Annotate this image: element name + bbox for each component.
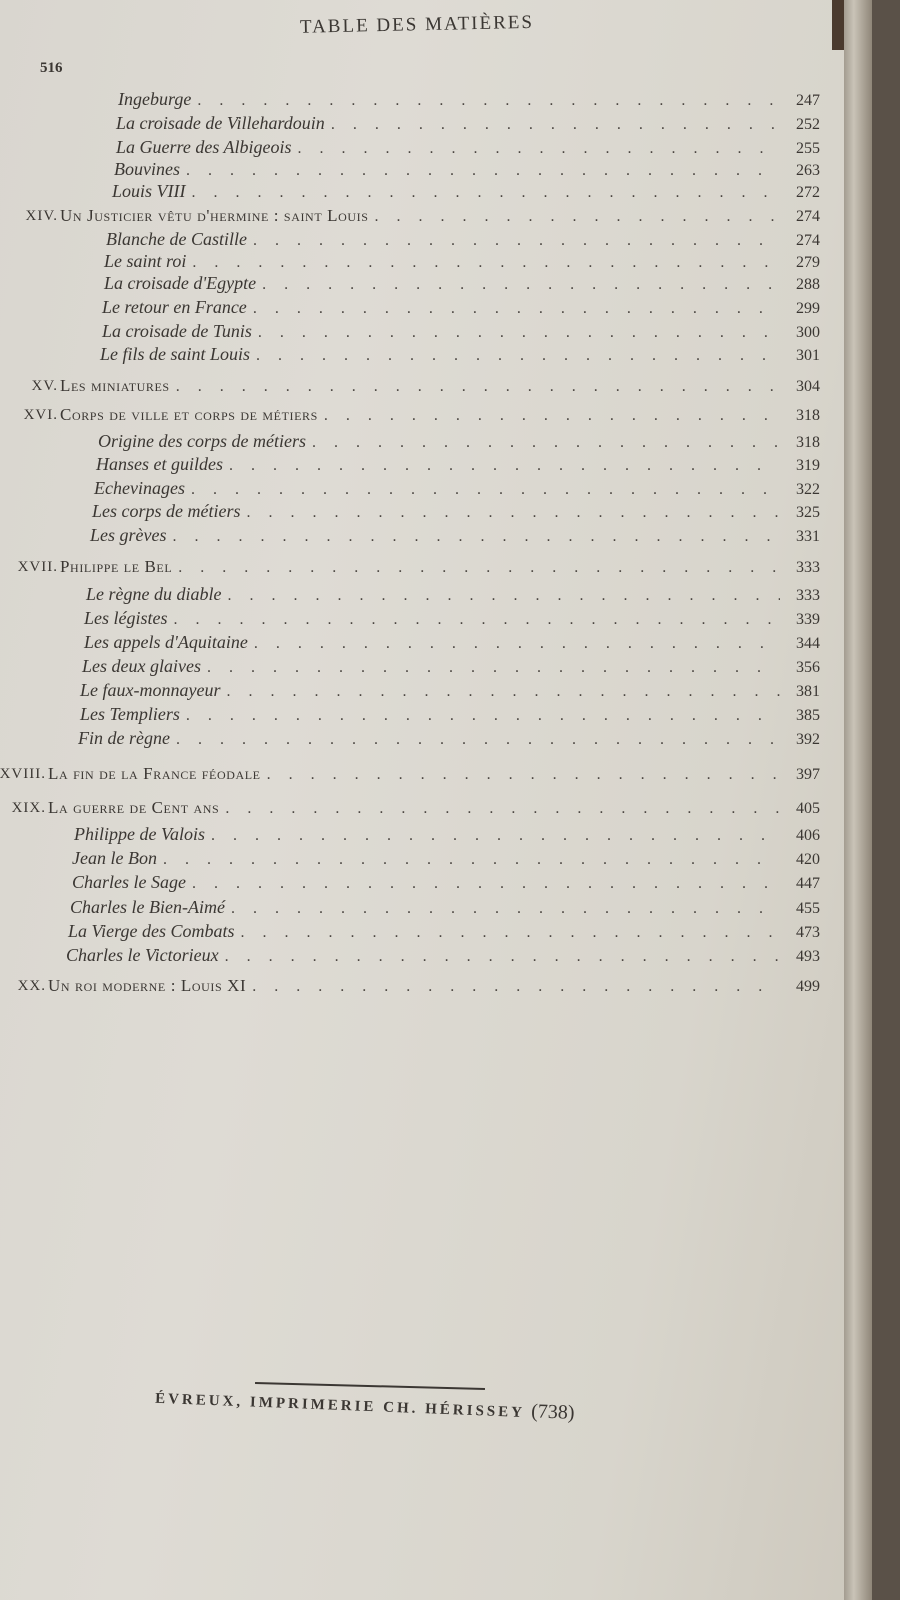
toc-entry — [96, 453, 820, 475]
section-title: Le faux-monnayeur — [80, 680, 221, 700]
section-title: Le saint roi — [104, 251, 187, 271]
dot-leader — [331, 114, 780, 136]
toc-page-number: 263 — [796, 162, 820, 179]
chapter-title: La fin de la France féodale — [48, 764, 261, 783]
chapter-number: XX. — [17, 978, 46, 994]
section-title: Jean le Bon — [72, 848, 157, 868]
toc-page-number: 331 — [796, 528, 820, 545]
toc-page-number: 499 — [796, 978, 820, 995]
toc-page-number: 420 — [796, 851, 820, 868]
toc-entry — [17, 975, 820, 997]
toc-page-number: 455 — [796, 900, 820, 917]
dot-leader — [174, 609, 781, 631]
toc-entry — [104, 272, 820, 294]
toc-entry — [106, 228, 820, 250]
section-title: Echevinages — [94, 478, 185, 498]
colophon-code: (738) — [530, 1400, 575, 1424]
chapter-title: Les miniatures — [60, 376, 170, 395]
section-title: La croisade de Tunis — [102, 321, 252, 341]
toc-entry — [102, 296, 820, 318]
dot-leader — [262, 274, 780, 296]
dot-leader — [225, 798, 780, 820]
toc-entry — [74, 823, 820, 845]
chapter-number: XIX. — [11, 800, 46, 816]
toc-entry — [90, 524, 820, 546]
toc-page-number: 279 — [796, 254, 820, 271]
toc-entry — [72, 871, 820, 893]
chapter-number: XVIII. — [0, 766, 46, 782]
toc-entry — [98, 430, 820, 452]
dot-leader — [253, 298, 780, 320]
chapter-number: XVII. — [17, 559, 58, 575]
section-title: Les Templiers — [80, 704, 180, 724]
section-title: La Guerre des Albigeois — [116, 137, 292, 157]
toc-page-number: 333 — [796, 559, 820, 576]
toc-entry — [118, 88, 820, 110]
toc-entry — [72, 847, 820, 869]
toc-page-number: 300 — [796, 324, 820, 341]
dot-leader — [178, 557, 780, 579]
toc-page-number: 405 — [796, 800, 820, 817]
toc-entry — [23, 404, 820, 426]
dot-leader — [246, 502, 780, 524]
toc-page-number: 325 — [796, 504, 820, 521]
dot-leader — [241, 922, 781, 944]
toc-entry — [80, 679, 820, 701]
toc-page-number: 288 — [796, 276, 820, 293]
dot-leader — [176, 376, 780, 398]
colophon-text: ÉVREUX, IMPRIMERIE CH. HÉRISSEY — [154, 1390, 525, 1421]
section-title: Les corps de métiers — [92, 501, 241, 521]
toc-entry — [11, 797, 820, 819]
section-title: Le fils de saint Louis — [100, 344, 251, 364]
toc-page-number: 344 — [796, 635, 820, 652]
toc-page-number: 392 — [796, 731, 820, 748]
dot-leader — [231, 898, 780, 920]
dot-leader — [172, 526, 780, 548]
dot-leader — [254, 633, 780, 655]
toc-page-number: 356 — [796, 659, 820, 676]
toc-page-number: 447 — [796, 875, 820, 892]
toc-page-number: 304 — [796, 378, 820, 395]
dot-leader — [163, 849, 780, 871]
dot-leader — [312, 432, 780, 454]
toc-page-number: 319 — [796, 457, 820, 474]
toc-page-number: 252 — [796, 116, 820, 133]
section-title: Blanche de Castille — [106, 229, 247, 249]
dot-leader — [226, 681, 780, 703]
toc-entry — [78, 727, 820, 749]
section-title: La croisade d'Egypte — [104, 273, 257, 293]
section-title: Charles le Victorieux — [66, 945, 219, 965]
section-title: Le règne du diable — [86, 584, 222, 604]
toc-entry — [94, 477, 820, 499]
dot-leader — [225, 946, 780, 968]
section-title: Charles le Sage — [72, 872, 186, 892]
running-title: TABLE DES MATIÈRES — [299, 11, 535, 38]
dot-leader — [186, 160, 780, 182]
dot-leader — [191, 479, 780, 501]
dot-leader — [192, 873, 780, 895]
section-title: Les grèves — [90, 525, 167, 545]
dot-leader — [324, 405, 780, 427]
dot-leader — [267, 764, 780, 786]
dot-leader — [258, 322, 780, 344]
toc-entry — [84, 631, 820, 653]
section-title: Ingeburge — [118, 89, 192, 109]
toc-page-number: 318 — [796, 434, 820, 451]
toc-entry — [25, 205, 820, 227]
toc-entry — [112, 180, 820, 202]
chapter-title: Corps de ville et corps de métiers — [60, 405, 318, 424]
dot-leader — [186, 705, 780, 727]
chapter-title: Un roi moderne : Louis XI — [48, 976, 247, 995]
dot-leader — [252, 976, 780, 998]
section-title: Philippe de Valois — [74, 824, 205, 844]
toc-entry — [80, 703, 820, 725]
toc-entry — [84, 607, 820, 629]
section-title: Hanses et guildes — [96, 454, 223, 474]
toc-entry — [17, 556, 820, 578]
toc-page-number: 381 — [796, 683, 820, 700]
chapter-number: XV. — [31, 378, 58, 394]
section-title: La Vierge des Combats — [68, 921, 235, 941]
toc-entry — [66, 944, 820, 966]
toc-entry — [82, 655, 820, 677]
toc-entry — [86, 583, 820, 605]
dot-leader — [227, 585, 780, 607]
dot-leader — [176, 729, 780, 751]
section-title: Les légistes — [84, 608, 168, 628]
dot-leader — [211, 825, 780, 847]
toc-page-number: 318 — [796, 407, 820, 424]
toc-page-number: 301 — [796, 347, 820, 364]
section-title: Charles le Bien-Aimé — [70, 897, 225, 917]
toc-entry — [116, 112, 820, 134]
chapter-title: Philippe le Bel — [60, 557, 173, 576]
toc-entry — [116, 136, 820, 158]
section-title: Le retour en France — [102, 297, 247, 317]
dot-leader — [298, 138, 781, 160]
toc-entry — [102, 320, 820, 342]
chapter-number: XVI. — [23, 407, 58, 423]
toc-page-number: 272 — [796, 184, 820, 201]
toc-page-number: 493 — [796, 948, 820, 965]
section-title: Les appels d'Aquitaine — [84, 632, 248, 652]
section-title: Les deux glaives — [82, 656, 201, 676]
toc-page-number: 385 — [796, 707, 820, 724]
dot-leader — [253, 230, 780, 252]
toc-page-number: 274 — [796, 208, 820, 225]
toc-page-number: 397 — [796, 766, 820, 783]
section-title: Bouvines — [114, 159, 180, 179]
toc-page-number: 299 — [796, 300, 820, 317]
dot-leader — [197, 90, 780, 112]
toc-page-number: 339 — [796, 611, 820, 628]
toc-page-number: 473 — [796, 924, 820, 941]
toc-page-number: 255 — [796, 140, 820, 157]
toc-entry — [100, 343, 820, 365]
dot-leader — [192, 182, 781, 204]
dot-leader — [374, 206, 780, 228]
toc-entry — [31, 375, 820, 397]
toc-entry — [0, 763, 820, 785]
toc-entry — [70, 896, 820, 918]
dot-leader — [207, 657, 780, 679]
toc-page-number: 322 — [796, 481, 820, 498]
toc-entry — [68, 920, 820, 942]
toc-page-number: 274 — [796, 232, 820, 249]
toc-entry — [114, 158, 820, 180]
dot-leader — [229, 455, 780, 477]
toc-page-number: 333 — [796, 587, 820, 604]
page-number: 516 — [40, 60, 63, 76]
section-title: Fin de règne — [78, 728, 170, 748]
section-title: La croisade de Villehardouin — [116, 113, 325, 133]
toc-page-number: 247 — [796, 92, 820, 109]
toc-entry — [104, 250, 820, 272]
dot-leader — [256, 345, 780, 367]
chapter-number: XIV. — [25, 208, 58, 224]
section-title: Origine des corps de métiers — [98, 431, 306, 451]
chapter-title: La guerre de Cent ans — [48, 798, 220, 817]
chapter-title: Un Justicier vêtu d'hermine : saint Louis — [60, 206, 369, 225]
dot-leader — [192, 252, 780, 274]
toc-entry — [92, 500, 820, 522]
section-title: Louis VIII — [112, 181, 186, 201]
toc-page-number: 406 — [796, 827, 820, 844]
